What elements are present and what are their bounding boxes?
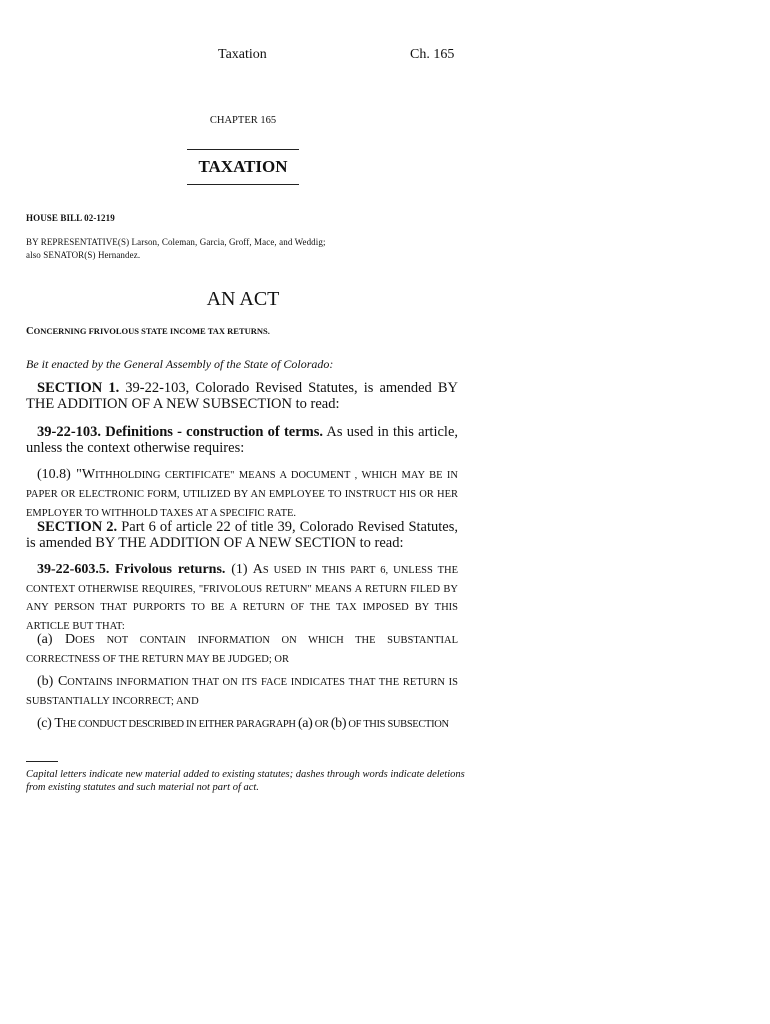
statute-39-22-103-heading: 39-22-103. Definitions - construction of terms. (37, 424, 324, 440)
statute-39-22-603-5-number: (1) (225, 562, 253, 577)
concerning-clause (26, 321, 270, 339)
paragraph-c-text-3: OF THIS SUBSECTION (346, 719, 449, 730)
paragraph-c-ref-b: (b) (330, 716, 347, 731)
paragraph-b-prefix: (b) (37, 674, 58, 689)
title-rule-top (187, 149, 299, 150)
footnote-rule (26, 761, 58, 762)
section-2-text: Part 6 of article 22 of title 39, Colorado Revised Statutes, is amended BY THE ADDITION OF A NEW SECTION to read: (26, 519, 458, 551)
sponsors-line-1: BY REPRESENTATIVE(S) Larson, Coleman, Garcia, Groff, Mace, and Weddig; (26, 237, 326, 247)
subsection-10-8-initial: W (81, 467, 96, 482)
title-rule-bottom (187, 184, 299, 185)
paragraph-a-prefix: (a) (37, 632, 66, 647)
statute-39-22-603-5-heading: 39-22-603.5. Frivolous returns. (37, 562, 226, 577)
section-1-text: 39-22-103, Colorado Revised Statutes, is amended BY THE ADDITION OF A NEW SUBSECTION to read: (26, 380, 458, 412)
act-title: AN ACT (206, 288, 280, 310)
footnote: Capital letters indicate new material added to existing statutes; dashes through words indicate deletions from existing statutes and such material not part of act. (26, 769, 465, 793)
paragraph-c-text-1: HE CONDUCT DESCRIBED IN EITHER PARAGRAPH (62, 719, 298, 730)
paragraph-a-text: OES NOT CONTAIN INFORMATION ON WHICH THE SUBSTANTIAL CORRECTNESS OF THE RETURN MAY BE JUDGED; OR (26, 635, 458, 665)
section-2-paragraph (26, 519, 458, 551)
section-1-statute-paragraph (26, 424, 458, 456)
chapter-label: CHAPTER 165 (209, 115, 277, 126)
statute-39-22-603-5-initial: A (252, 562, 263, 577)
paragraph-b (26, 673, 458, 710)
chapter-title: TAXATION (198, 157, 288, 176)
enacting-clause: Be it enacted by the General Assembly of the State of Colorado: (26, 357, 334, 371)
section-2-label: SECTION 2. (37, 519, 118, 535)
section-1-paragraph (26, 380, 458, 412)
paragraph-c (26, 715, 458, 734)
section-2-statute-paragraph (26, 561, 458, 635)
subsection-10-8-text: ITHHOLDING CERTIFICATE" MEANS A DOCUMENT , WHICH MAY BE IN PAPER OR ELECTRONIC FORM, UTILIZED BY AN EMPLOYEE TO INSTRUCT HIS OR HER EMPLOYER TO WITHHOLD TAXES AT A SPECIFIC RATE. (26, 470, 458, 519)
bill-number: HOUSE BILL 02-1219 (26, 213, 115, 223)
subsection-10-8-prefix: (10.8) " (37, 467, 82, 482)
sponsors-line-2: also SENATOR(S) Hernandez. (26, 250, 141, 260)
section-1-label: SECTION 1. (37, 380, 120, 396)
statute-39-22-603-5-text: S USED IN THIS PART 6, UNLESS THE CONTEXT OTHERWISE REQUIRES, "FRIVOLOUS RETURN" MEANS A RETURN FILED BY ANY PERSON THAT PURPORTS TO BE A RETURN OF THE TAX IMPOSED BY THIS ARTICLE BUT THAT: (26, 565, 458, 632)
paragraph-c-text-2: OR (312, 719, 331, 730)
subsection-10-8-paragraph (26, 465, 458, 522)
statute-39-22-103-text: As used in this article, unless the context otherwise requires: (26, 424, 458, 456)
concerning-rest: ONCERNING FRIVOLOUS STATE INCOME TAX RETURNS. (33, 326, 270, 336)
paragraph-c-prefix: (c) (37, 716, 55, 731)
running-header-left: Taxation (218, 47, 267, 62)
paragraph-a-initial: D (65, 632, 76, 647)
paragraph-b-initial: C (57, 674, 68, 689)
running-header-right: Ch. 165 (410, 47, 455, 62)
paragraph-c-ref-a: (a) (297, 716, 313, 731)
paragraph-c-initial: T (54, 716, 63, 731)
concerning-initial: C (26, 326, 34, 337)
paragraph-b-text: ONTAINS INFORMATION THAT ON ITS FACE INDICATES THAT THE RETURN IS SUBSTANTIALLY INCORRECT; AND (26, 677, 458, 707)
paragraph-a (26, 631, 458, 668)
